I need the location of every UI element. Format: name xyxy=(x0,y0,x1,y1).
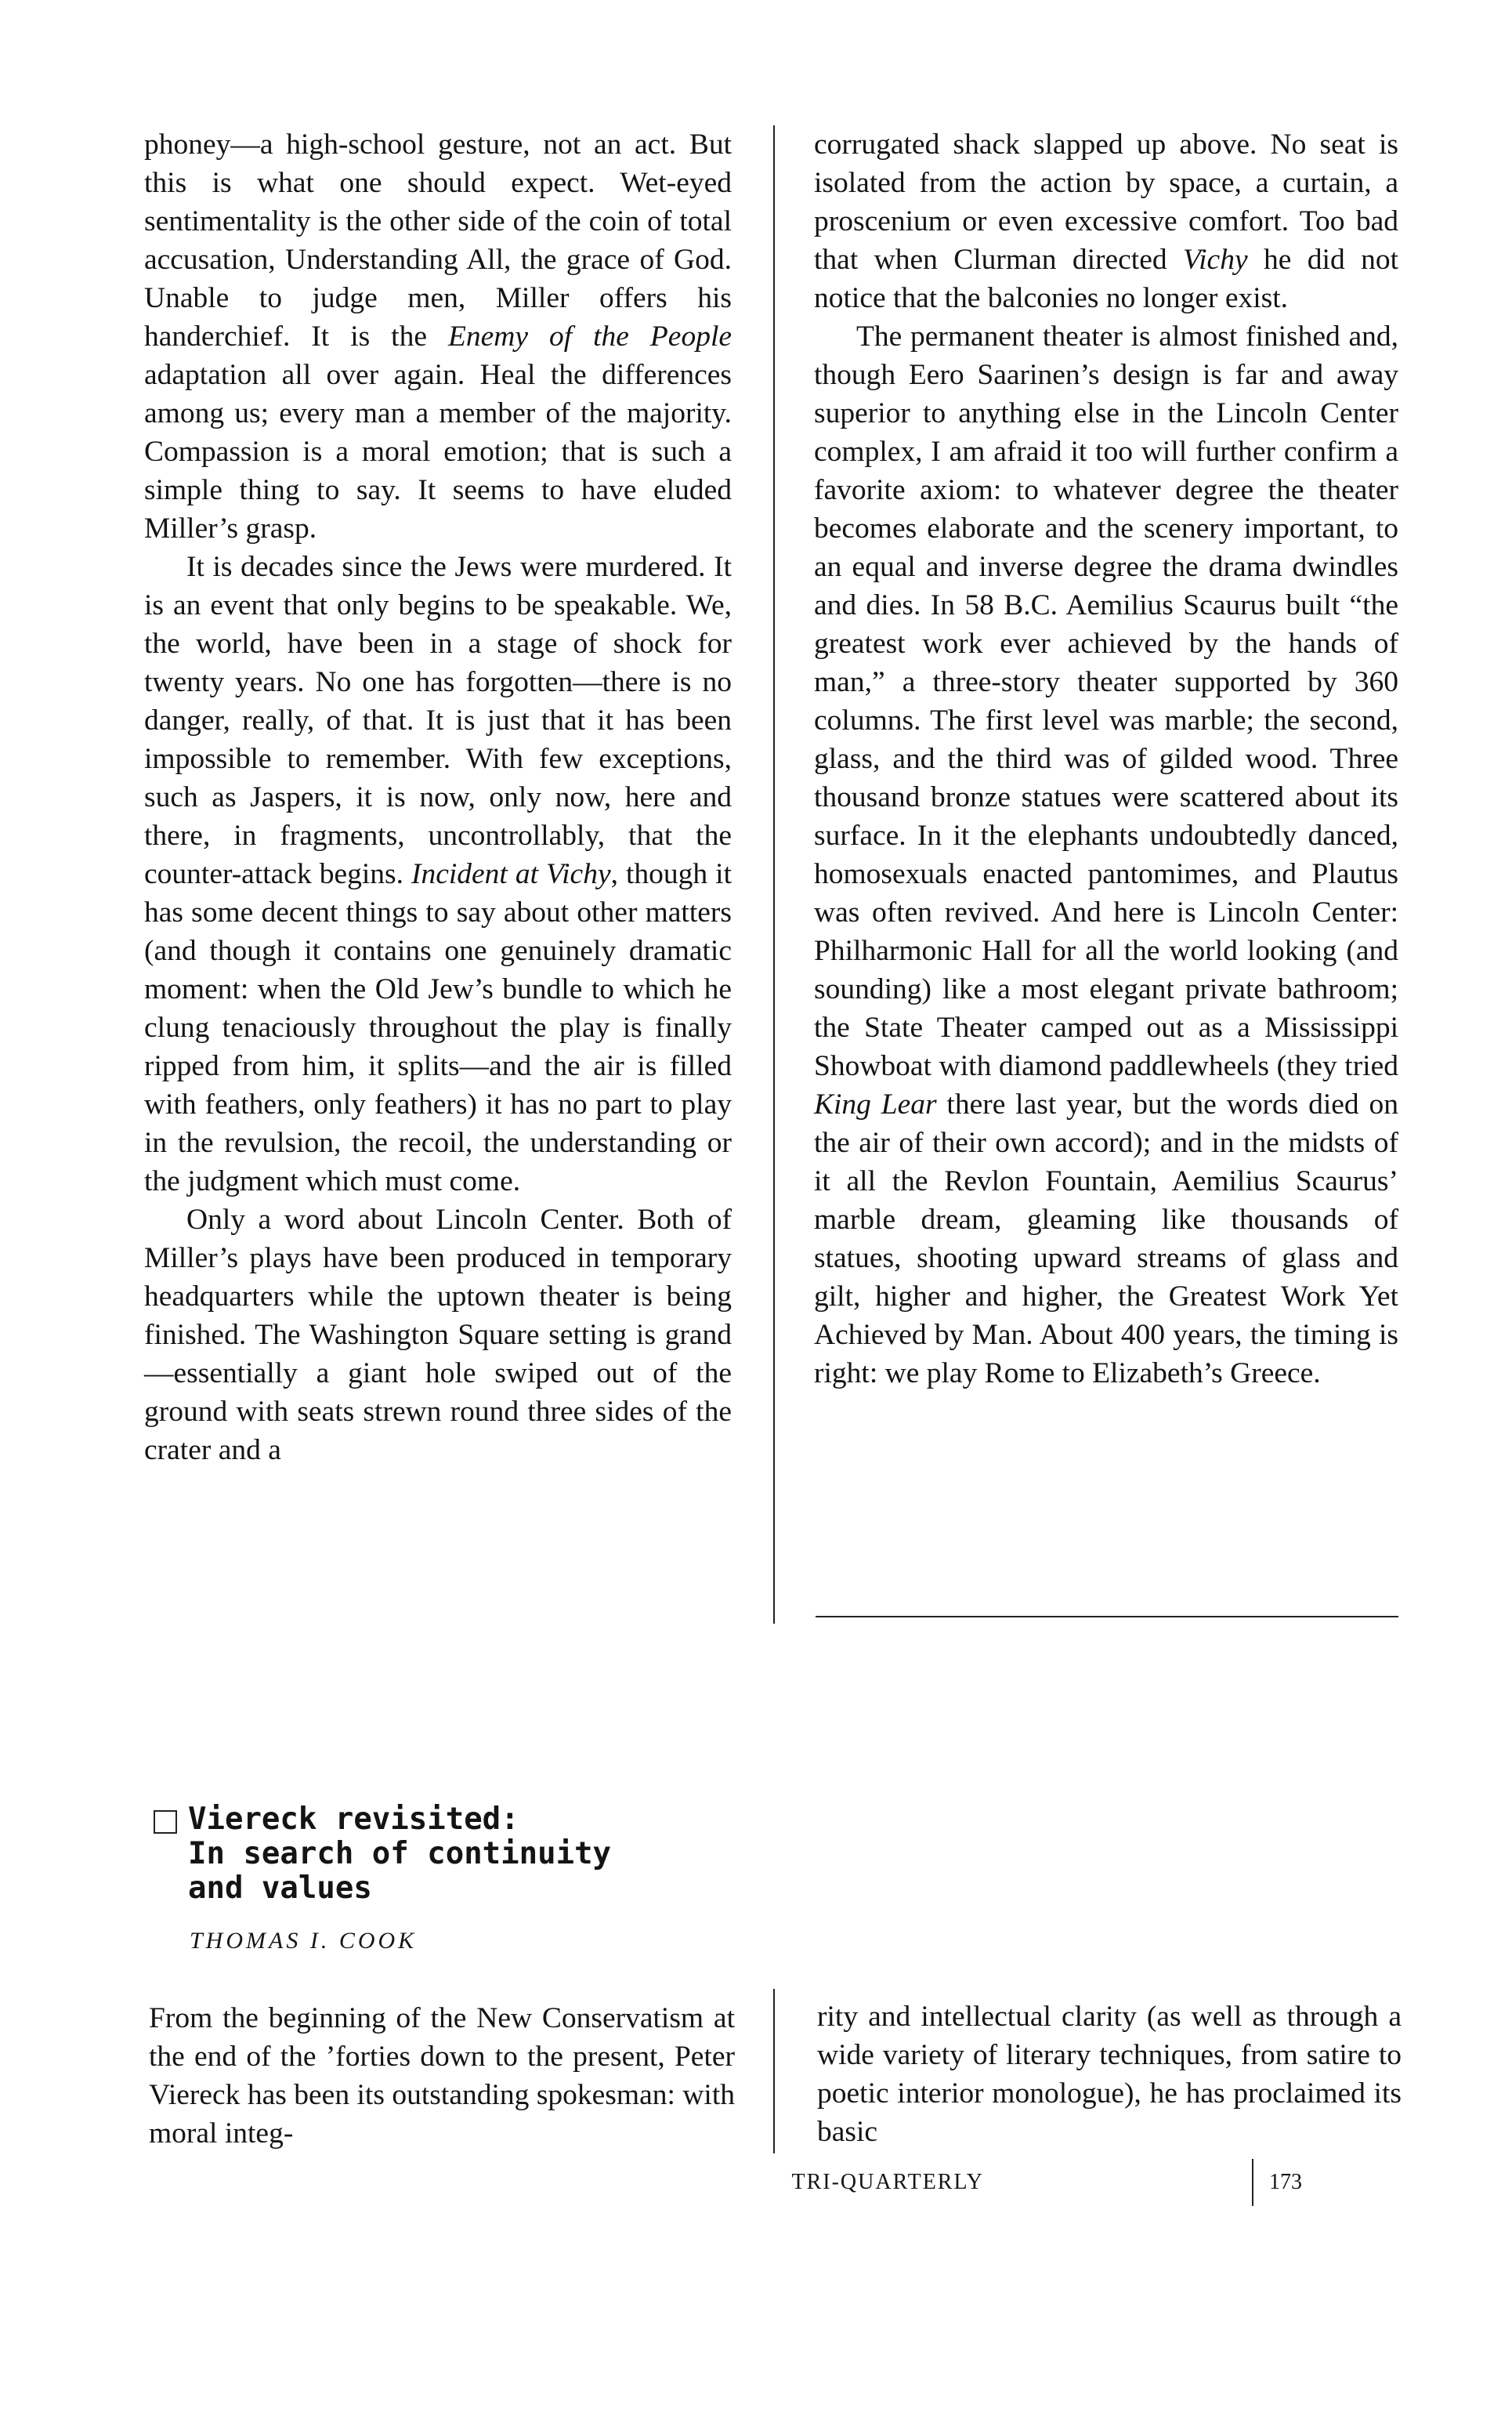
paragraph: From the beginning of the New Conservatism at the end of the ’forties down to the present, Peter Viereck has been its outstanding spokesman: with moral integ- xyxy=(149,2002,735,2150)
paragraph: It is decades since the Jews were murdered. It is an event that only begins to be speakable. We, the world, have been in a stage of shock for twenty years. No one has forgotten—there is no danger, really, of that. It is just that it has been impossible to remember. With few exceptions, such as Jaspers, it is now, only now, here and there, in fragments, uncontrollably, that the counter-attack begins. Incident at Vichy, though it has some decent things to say about other matters (and though it contains one genuinely dramatic moment: when the Old Jew’s bundle to which he clung tenaciously throughout the play is finally ripped from him, it splits—and the air is filled with feathers, only feathers) it has no part to play in the revulsion, the recoil, the understanding or the judgment which must come. xyxy=(144,551,732,1197)
article-end-rule xyxy=(816,1616,1398,1617)
paragraph: rity and intellectual clarity (as well as through a wide variety of literary techniques, from satire to poetic interior monologue), he has proclaimed its basic xyxy=(817,2001,1402,2148)
journal-name: TRI-QUARTERLY xyxy=(791,2170,984,2194)
column-divider xyxy=(773,125,775,1624)
paragraph: Only a word about Lincoln Center. Both of Miller’s plays have been produced in temporary headquarters while the uptown theater is being finished. The Washington Square setting is grand—essentially a giant hole swiped out of the ground with seats strewn round three sides of the crater and a xyxy=(144,1204,732,1466)
column-top-right xyxy=(814,125,1398,1393)
footer-divider xyxy=(1252,2159,1253,2206)
article-title-line: In search of continuity xyxy=(188,1836,612,1871)
article-title-line: Viereck revisited: xyxy=(188,1802,519,1837)
paragraph: corrugated shack slapped up above. No seat is isolated from the action by space, a curtain, a proscenium or even excessive comfort. Too bad that when Clurman directed Vichy he did not notice that the balconies no longer exist. xyxy=(814,129,1399,314)
article-title xyxy=(188,1802,611,1906)
column-divider xyxy=(773,1989,775,2153)
paragraph: The permanent theater is almost finished and, though Eero Saarinen’s design is far and away superior to anything else in the Lincoln Center complex, I am afraid it too will further confirm a favorite axiom: to whatever degree the theater becomes elaborate and the scenery important, to an equal and inverse degree the drama dwindles and dies. In 58 B.C. Aemilius Scaurus built “the greatest work ever achieved by the hands of man,” a three-story theater supported by 360 columns. The first level was marble; the second, glass, and the third was of gilded wood. Three thousand bronze statues were scattered about its surface. In it the elephants undoubtedly danced, homosexuals enacted pantomimes, and Plautus was often revived. And here is Lincoln Center: Philharmonic Hall for all the world looking (and sounding) like a most elegant private bathroom; the State Theater camped out as a Mississippi Showboat with diamond paddlewheels (they tried King Lear there last year, but the words died on the air of their own accord); and in the midsts of it all the Revlon Fountain, Aemilius Scaurus’ marble dream, gleaming like thousands of statues, shooting upward streams of glass and gilt, higher and higher, the Greatest Work Yet Achieved by Man. About 400 years, the timing is right: we play Rome to Elizabeth’s Greece. xyxy=(814,321,1398,1389)
article-author: THOMAS I. COOK xyxy=(190,1928,418,1954)
column-top-left xyxy=(144,125,732,1469)
column-bottom-right xyxy=(817,1997,1402,2151)
paragraph: phoney—a high-school gesture, not an act. But this is what one should expect. Wet-eyed sentimentality is the other side of the coin of total accusation, Understanding All, the grace of God. Unable to judge men, Miller offers his handerchief. It is the Enemy of the People adaptation all over again. Heal the differences among us; every man a member of the majority. Compassion is a moral emotion; that is such a simple thing to say. It seems to have eluded Miller’s grasp. xyxy=(144,129,732,545)
column-bottom-left xyxy=(149,1999,735,2153)
checkbox-square-icon xyxy=(154,1810,177,1834)
page-number: 173 xyxy=(1269,2170,1302,2194)
article-title-line: and values xyxy=(188,1871,372,1906)
